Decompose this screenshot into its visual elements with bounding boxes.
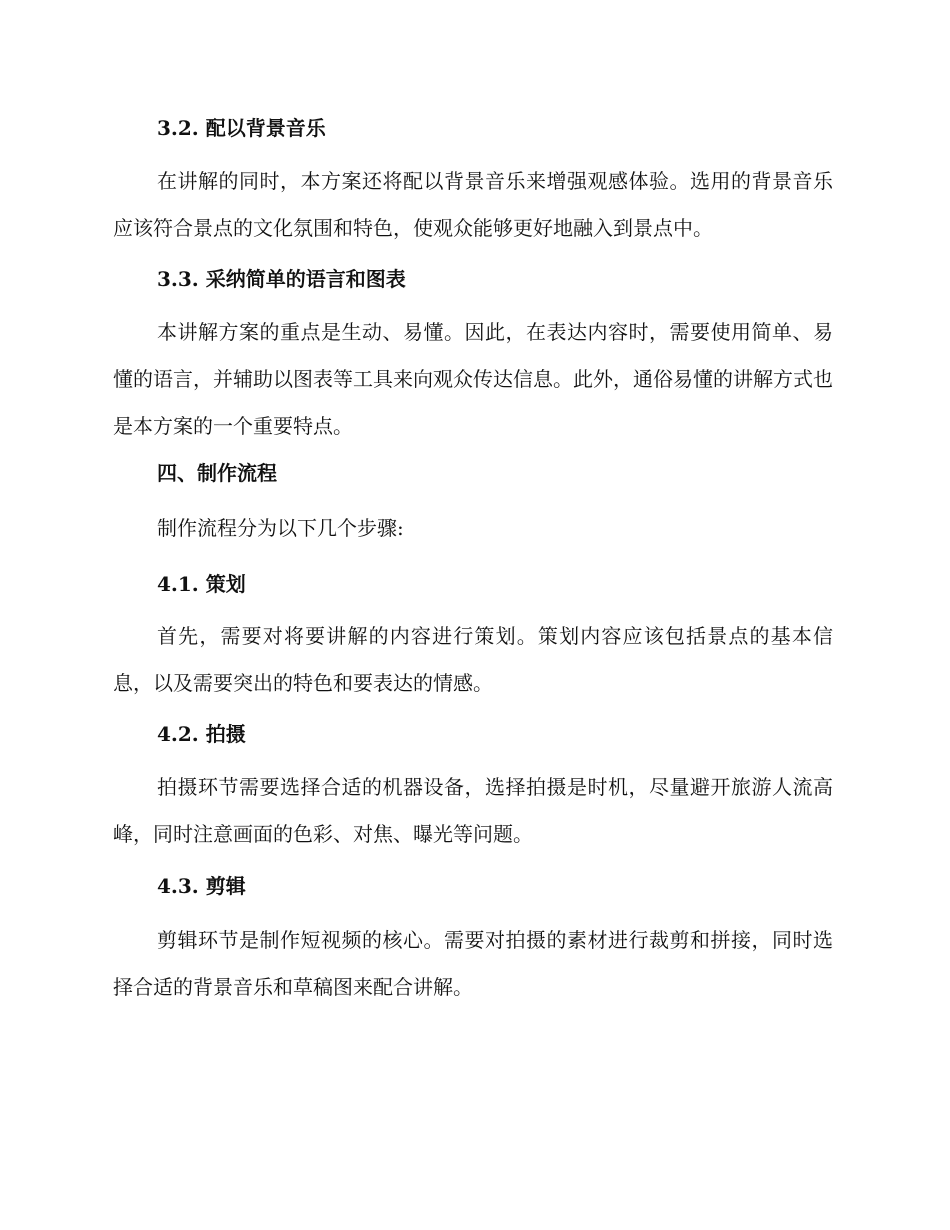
section-4-heading: 四、制作流程 [157,461,277,485]
section-4-2-paragraph: 拍摄环节需要选择合适的机器设备，选择拍摄是时机，尽量避开旅游人流高峰，同时注意画面的色彩、对焦、曝光等问题。 [113,775,833,846]
section-3-3-heading: 3.3. 采纳简单的语言和图表 [157,267,406,291]
section-4-1-paragraph: 首先，需要对将要讲解的内容进行策划。策划内容应该包括景点的基本信息，以及需要突出的特色和要表达的情感。 [113,624,833,695]
section-3-2-heading: 3.2. 配以背景音乐 [157,116,326,140]
section-4-3-heading: 4.3. 剪辑 [157,874,246,898]
section-4-3-paragraph: 剪辑环节是制作短视频的核心。需要对拍摄的素材进行裁剪和拼接，同时选择合适的背景音乐和草稿图来配合讲解。 [113,928,833,999]
section-4-intro: 制作流程分为以下几个步骤: [157,516,404,540]
section-4-2-heading: 4.2. 拍摄 [157,722,246,746]
section-3-2-paragraph: 在讲解的同时，本方案还将配以背景音乐来增强观感体验。选用的背景音乐应该符合景点的文化氛围和特色，使观众能够更好地融入到景点中。 [113,169,833,240]
section-4-1-heading: 4.1. 策划 [157,572,246,596]
section-3-3-paragraph: 本讲解方案的重点是生动、易懂。因此，在表达内容时，需要使用简单、易懂的语言，并辅助以图表等工具来向观众传达信息。此外，通俗易懂的讲解方式也是本方案的一个重要特点。 [113,320,833,438]
